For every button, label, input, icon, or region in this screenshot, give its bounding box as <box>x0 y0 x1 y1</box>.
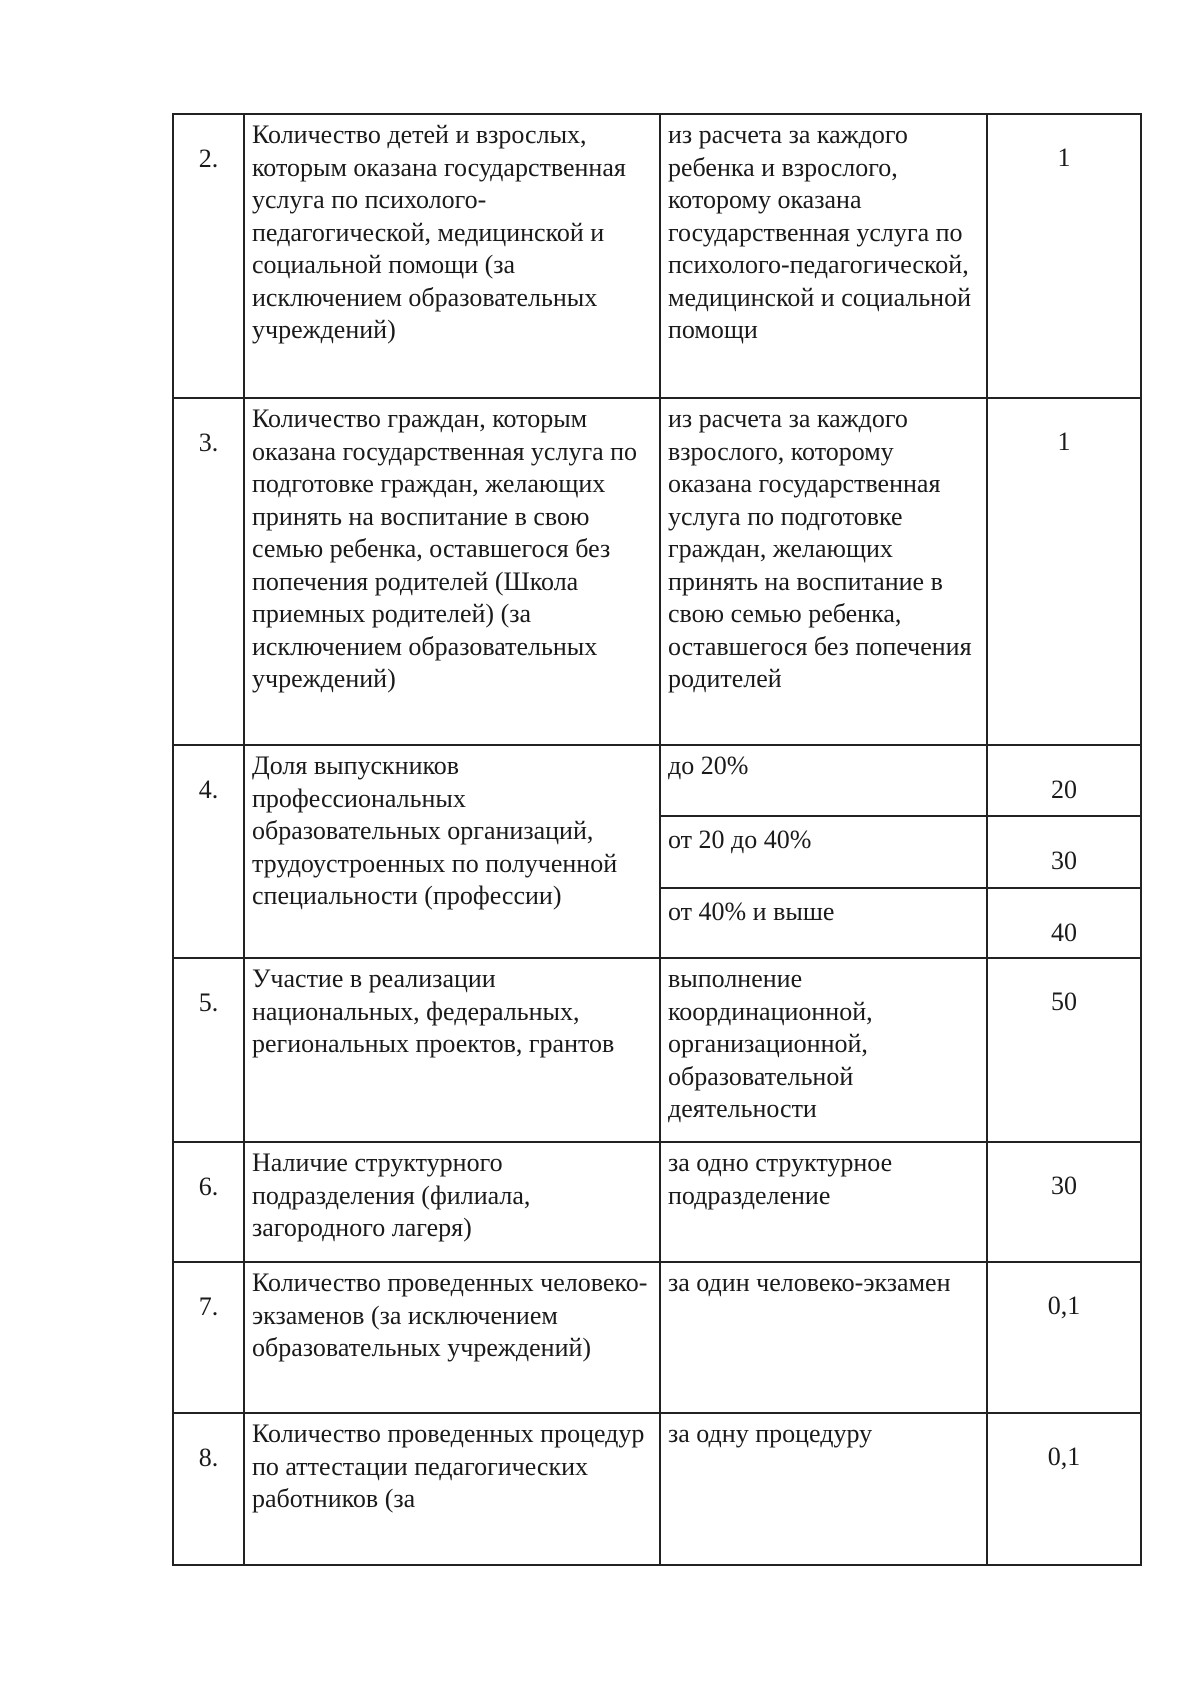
points-value: 1 <box>987 114 1141 398</box>
calculation-unit <box>660 958 987 1142</box>
calculation-unit: от 20 до 40% <box>660 816 987 888</box>
row-number: 6. <box>173 1142 244 1262</box>
calculation-unit: от 40% и выше <box>660 888 987 958</box>
criterion-name-text: Доля выпускников профессиональных образовательных организаций, трудоустроенных по полученной специальности (профессии) <box>252 751 618 910</box>
row-number: 5. <box>173 958 244 1142</box>
calculation-unit <box>660 398 987 745</box>
calculation-unit-text: за одно структурное подразделение <box>668 1148 893 1210</box>
table-row <box>173 1413 1141 1565</box>
points-value: 50 <box>987 958 1141 1142</box>
criterion-name-text: Количество проведенных процедур по аттестации педагогических работников (за <box>252 1419 645 1513</box>
table-row <box>173 1262 1141 1413</box>
criterion-name-text: Количество граждан, которым оказана государственная услуга по подготовке граждан, желающих принять на воспитание в свою семью ребенка, оставшегося без попечения родителей (Школа приемных родителей) (за исключением образовательных учреждений) <box>252 404 638 693</box>
row-number: 7. <box>173 1262 244 1413</box>
row-number: 2. <box>173 114 244 398</box>
criterion-name <box>244 398 660 745</box>
criterion-name <box>244 1413 660 1565</box>
calculation-unit <box>660 1142 987 1262</box>
criterion-name-text: Количество проведенных человеко-экзаменов (за исключением образовательных учреждений) <box>252 1268 648 1362</box>
calculation-unit-text: из расчета за каждого ребенка и взрослого, которому оказана государственная услуга по психолого-педагогической, медицинской и социальной помощи <box>668 120 972 344</box>
criterion-name-text: Количество детей и взрослых, которым оказана государственная услуга по психолого-педагогической, медицинской и социальной помощи (за исключением образовательных учреждений) <box>252 120 626 344</box>
points-value: 0,1 <box>987 1262 1141 1413</box>
criteria-table <box>172 113 1142 1566</box>
calculation-unit <box>660 114 987 398</box>
points-value: 30 <box>987 816 1141 888</box>
calculation-unit-text: за один человеко-экзамен <box>668 1268 951 1297</box>
criterion-name <box>244 745 660 958</box>
table-row <box>173 114 1141 398</box>
criterion-name-text: Участие в реализации национальных, федеральных, региональных проектов, грантов <box>252 964 615 1058</box>
points-value: 40 <box>987 888 1141 958</box>
calculation-unit <box>660 1262 987 1413</box>
points-value: 20 <box>987 745 1141 816</box>
points-value: 1 <box>987 398 1141 745</box>
criterion-name-text: Наличие структурного подразделения (филиала, загородного лагеря) <box>252 1148 531 1242</box>
criterion-name <box>244 114 660 398</box>
calculation-unit: до 20% <box>660 745 987 816</box>
calculation-unit <box>660 1413 987 1565</box>
calculation-unit-text: из расчета за каждого взрослого, которому оказана государственная услуга по подготовке граждан, желающих принять на воспитание в свою семью ребенка, оставшегося без попечения родителей <box>668 404 972 693</box>
calculation-unit-text: за одну процедуру <box>668 1419 873 1448</box>
table-row <box>173 958 1141 1142</box>
row-number: 4. <box>173 745 244 958</box>
row-number: 3. <box>173 398 244 745</box>
points-value: 0,1 <box>987 1413 1141 1565</box>
row-number: 8. <box>173 1413 244 1565</box>
criterion-name <box>244 958 660 1142</box>
criterion-name <box>244 1142 660 1262</box>
criterion-name <box>244 1262 660 1413</box>
points-value: 30 <box>987 1142 1141 1262</box>
table-row <box>173 398 1141 745</box>
table-row <box>173 745 1141 816</box>
table-row <box>173 1142 1141 1262</box>
calculation-unit-text: выполнение координационной, организационной, образовательной деятельности <box>668 964 873 1123</box>
